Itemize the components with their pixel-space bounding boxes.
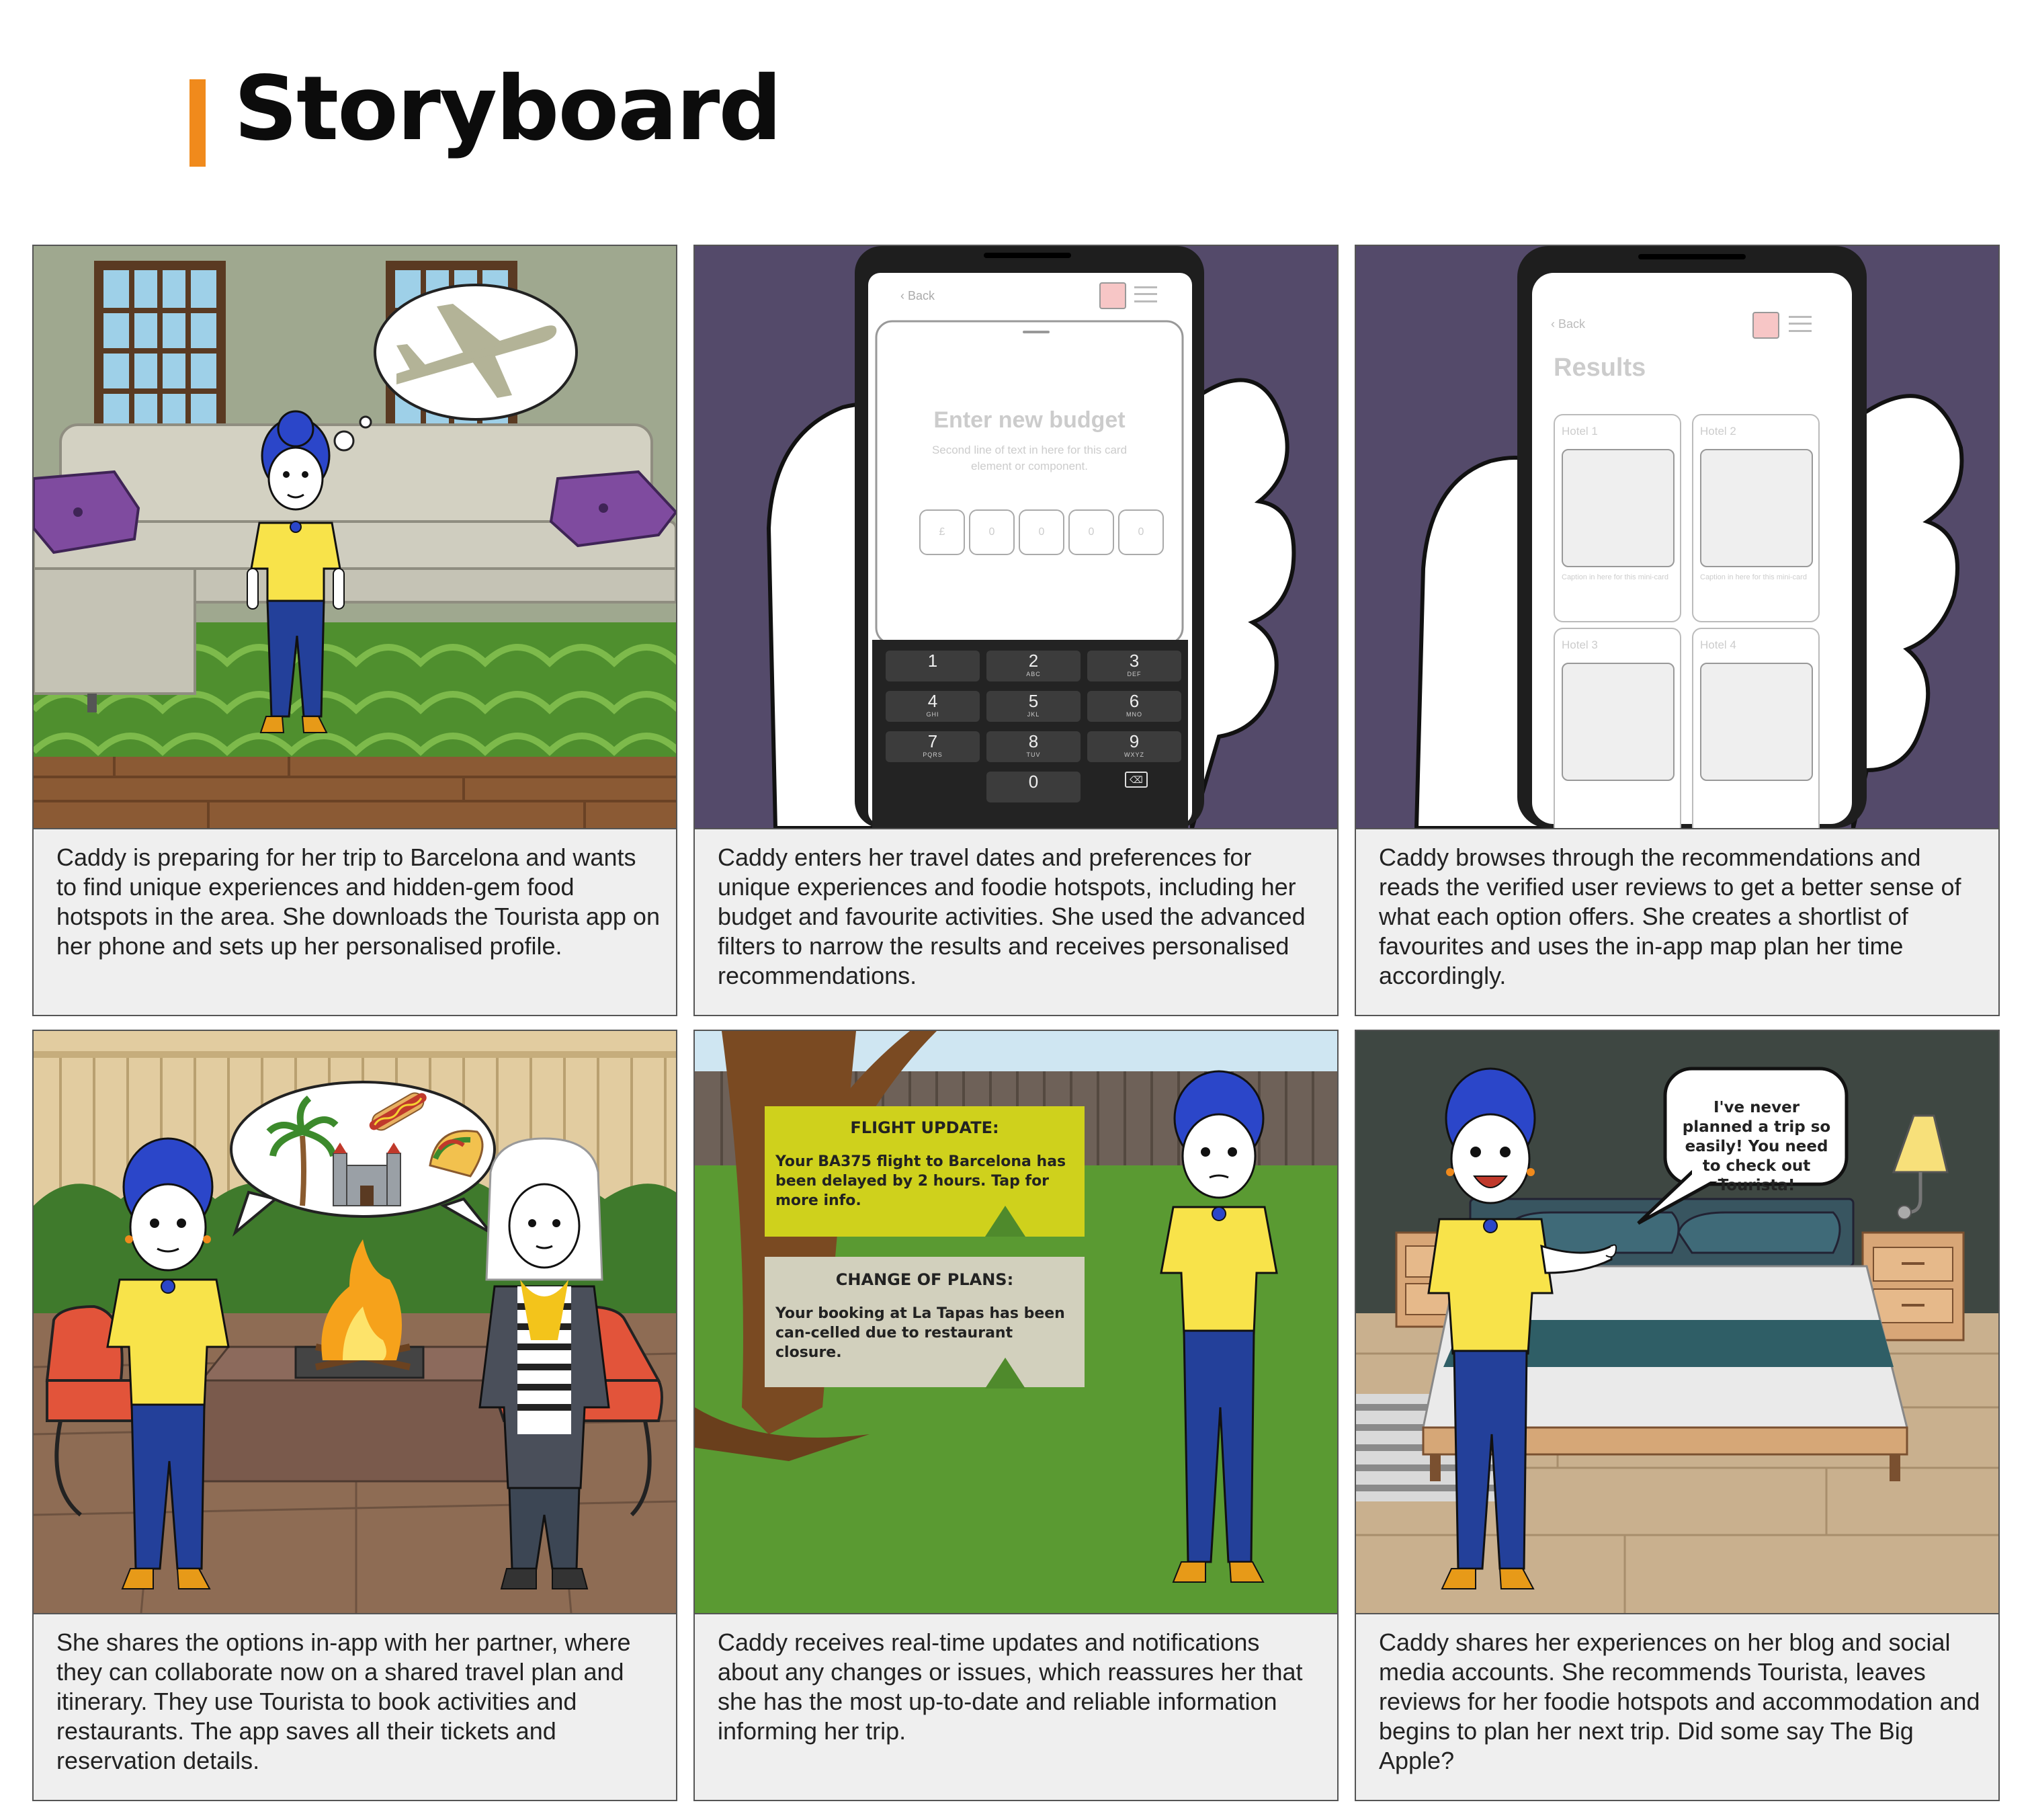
caddy-character xyxy=(1161,1071,1277,1582)
title-accent-bar xyxy=(189,79,206,167)
speech-bubble-text: I've never planned a trip so easily! You need to check out Tourista! xyxy=(1682,1099,1831,1194)
budget-subtext: Second line of text in here for this card element or component. xyxy=(931,444,1128,472)
scene-bedroom xyxy=(1356,1031,1998,1614)
page-title: Storyboard xyxy=(234,57,781,161)
hotel-card[interactable] xyxy=(1692,628,1820,829)
backspace-icon[interactable]: ⌫ xyxy=(1125,772,1148,788)
key-number: 7 xyxy=(927,731,938,751)
key-letters: ABC xyxy=(1026,671,1041,677)
key-letters: JKL xyxy=(1027,711,1040,718)
hotel-card-label: Hotel 2 xyxy=(1700,425,1736,438)
hotel-card[interactable] xyxy=(1692,414,1820,622)
notification-body: Your booking at La Tapas has been can-celled due to restaurant closure. xyxy=(775,1305,1065,1361)
key-number: 4 xyxy=(927,691,938,711)
scene-park-notifications xyxy=(695,1031,1337,1614)
key-number: 9 xyxy=(1129,731,1140,751)
storyboard-panel-3 xyxy=(1355,245,2000,1016)
hotel-card[interactable] xyxy=(1554,414,1681,622)
keypad-key-3[interactable] xyxy=(1087,651,1181,681)
storyboard-panel-1 xyxy=(32,245,677,1016)
key-letters: DEF xyxy=(1127,671,1142,677)
storyboard-panel-4 xyxy=(32,1030,677,1801)
scene-living-room xyxy=(34,246,676,829)
key-letters: TUV xyxy=(1026,751,1041,758)
back-label: Back xyxy=(908,289,935,302)
back-button[interactable]: ‹ Back xyxy=(900,289,935,302)
scene-backyard-firepit xyxy=(34,1031,676,1614)
image-placeholder-icon xyxy=(1700,449,1813,567)
scene-phone-budget xyxy=(695,246,1337,829)
hotel-card-label: Hotel 1 xyxy=(1562,425,1598,438)
hotel-card-label: Hotel 3 xyxy=(1562,638,1598,651)
panel-caption: Caddy enters her travel dates and preferences for unique experiences and foodie hotspots, including her budget and favourite activities. She used the advanced filters to narrow the results and receives personalised recommendations. xyxy=(718,843,1306,989)
key-number: 6 xyxy=(1129,691,1140,711)
profile-square-icon[interactable] xyxy=(1752,312,1779,339)
pin-digit-box[interactable]: 0 xyxy=(1118,509,1164,555)
notification-body: Your BA375 flight to Barcelona has been delayed by 2 hours. Tap for more info. xyxy=(775,1153,1066,1209)
menu-icon[interactable] xyxy=(1134,286,1157,302)
profile-square-icon[interactable] xyxy=(1099,282,1126,309)
key-number: 2 xyxy=(1028,651,1039,671)
keypad-key-5[interactable] xyxy=(986,691,1081,722)
pin-digit-box[interactable]: 0 xyxy=(969,509,1015,555)
hotel-card-caption: Caption in here for this mini-card xyxy=(1700,573,1807,581)
key-number: 1 xyxy=(927,651,938,671)
key-number: 5 xyxy=(1028,691,1039,711)
panel-caption: Caddy receives real-time updates and notifications about any changes or issues, which reassures her that she has the most up-to-date and reliable information informing her trip. xyxy=(718,1628,1303,1745)
scene-phone-results xyxy=(1356,246,1998,829)
panel-caption: Caddy is preparing for her trip to Barcelona and wants to find unique experiences and hidden-gem food hotspots in the area. She downloads the Tourista app on her phone and sets up her personalised profile. xyxy=(56,843,660,960)
pillow-left xyxy=(34,472,138,552)
keypad-key-6[interactable] xyxy=(1087,691,1181,722)
keypad-key-1[interactable] xyxy=(886,651,980,681)
image-placeholder-icon xyxy=(1700,663,1813,781)
window-left xyxy=(94,261,226,441)
hotel-card[interactable] xyxy=(1554,628,1681,829)
results-heading: Results xyxy=(1554,354,1646,382)
pin-digit-box[interactable]: 0 xyxy=(1019,509,1064,555)
panel-caption: She shares the options in-app with her partner, where they can collaborate now on a shared travel plan and itinerary. They use Tourista to book activities and restaurants. The app saves all their tickets and reservation details. xyxy=(56,1628,631,1774)
keypad-key-8[interactable] xyxy=(986,731,1081,762)
panel-caption: Caddy shares her experiences on her blog and social media accounts. She recommends Tourista, leaves reviews for her foodie hotspots and accommodation and begins to plan her next trip. Did some say The Big Apple? xyxy=(1379,1628,1980,1774)
keypad-key-0[interactable] xyxy=(986,772,1081,802)
key-number: 3 xyxy=(1129,651,1140,671)
notification-title: CHANGE OF PLANS: xyxy=(835,1270,1014,1289)
keypad-key-7[interactable] xyxy=(886,731,980,762)
hotel-card-label: Hotel 4 xyxy=(1700,638,1736,651)
hotel-card-caption: Caption in here for this mini-card xyxy=(1562,573,1668,581)
key-letters: WXYZ xyxy=(1124,751,1144,758)
keypad-key-9[interactable] xyxy=(1087,731,1181,762)
key-number: 0 xyxy=(1028,772,1039,792)
notification-title: FLIGHT UPDATE: xyxy=(850,1118,999,1137)
keypad-key-2[interactable] xyxy=(986,651,1081,681)
back-label: Back xyxy=(1558,317,1586,331)
back-button[interactable]: ‹ Back xyxy=(1551,317,1586,331)
pin-digit-box[interactable]: £ xyxy=(919,509,965,555)
budget-heading: Enter new budget xyxy=(933,407,1126,433)
keypad-key-4[interactable] xyxy=(886,691,980,722)
image-placeholder-icon xyxy=(1562,449,1675,567)
image-placeholder-icon xyxy=(1562,663,1675,781)
panel-caption: Caddy browses through the recommendations and reads the verified user reviews to get a better sense of what each option offers. She creates a shortlist of favourites and uses the in-app map plan her time accordingly. xyxy=(1379,843,1961,989)
storyboard-panel-2 xyxy=(693,245,1339,1016)
key-letters: GHI xyxy=(926,711,939,718)
storyboard-panel-5 xyxy=(693,1030,1339,1801)
key-letters: MNO xyxy=(1126,711,1142,718)
key-letters: PQRS xyxy=(923,751,943,758)
pin-digit-box[interactable]: 0 xyxy=(1068,509,1114,555)
menu-icon[interactable] xyxy=(1789,316,1812,332)
key-number: 8 xyxy=(1028,731,1039,751)
storyboard-panel-6 xyxy=(1355,1030,2000,1801)
